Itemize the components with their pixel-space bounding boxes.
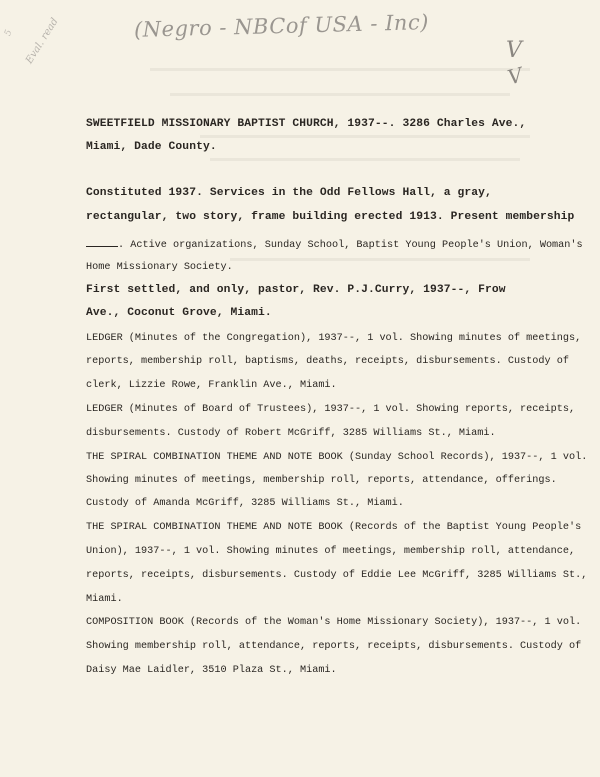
check-mark-icon: V [505,62,526,90]
paragraph-line: First settled, and only, pastor, Rev. P.J.Curry, 1937--, Frow [86,284,506,296]
bleed-through-line [230,258,530,261]
record-entry-line: THE SPIRAL COMBINATION THEME AND NOTE BOOK (Records of the Baptist Young People's [86,522,582,533]
record-entry-line: THE SPIRAL COMBINATION THEME AND NOTE BOOK (Sunday School Records), 1937--, 1 vol. [86,452,588,463]
paragraph-line: Home Missionary Society. [86,262,233,273]
check-mark-icon: V [506,38,522,63]
record-entry-line: Showing membership roll, attendance, reports, receipts, disbursements. Custody of [86,641,582,652]
heading-line-2: Miami, Dade County. [86,141,217,153]
bleed-through-line [170,93,510,96]
record-entry-line: reports, receipts, disbursements. Custody of Eddie Lee McGriff, 3285 Williams St., [86,570,588,581]
record-entry-line: Custody of Amanda McGriff, 3285 Williams St., Miami. [86,498,404,509]
bleed-through-line [200,135,530,138]
record-entry-line: reports, membership roll, baptisms, deaths, receipts, disbursements. Custody of [86,356,569,367]
record-entry-line: Showing minutes of meetings, membership roll, reports, attendance, offerings. [86,475,557,486]
handwritten-margin-note: Eval. read [24,16,61,66]
heading-line-1: SWEETFIELD MISSIONARY BAPTIST CHURCH, 1937--. 3286 Charles Ave., [86,118,527,130]
paragraph-line: Constituted 1937. Services in the Odd Fellows Hall, a gray, [86,187,492,199]
record-entry-line: Daisy Mae Laidler, 3510 Plaza St., Miami. [86,665,337,676]
record-entry-line: COMPOSITION BOOK (Records of the Woman's Home Missionary Society), 1937--, 1 vol. [86,617,582,628]
paragraph-line: rectangular, two story, frame building erected 1913. Present membership [86,211,575,223]
record-entry-line: clerk, Lizzie Rowe, Franklin Ave., Miami. [86,380,337,391]
handwritten-classification-note: (Negro - NBCof USA - Inc) [133,10,430,42]
handwritten-corner-mark: 5 [3,28,15,38]
paragraph-line: Ave., Coconut Grove, Miami. [86,307,272,319]
bleed-through-line [150,68,530,71]
bleed-through-line [210,158,520,161]
paragraph-line: . Active organizations, Sunday School, Baptist Young People's Union, Woman's [86,238,583,251]
record-entry-line: Miami. [86,594,123,605]
record-entry-line: Union), 1937--, 1 vol. Showing minutes of meetings, membership roll, attendance, [86,546,576,557]
record-entry-line: disbursements. Custody of Robert McGriff, 3285 Williams St., Miami. [86,428,496,439]
record-entry-line: LEDGER (Minutes of Board of Trustees), 1937--, 1 vol. Showing reports, receipts, [86,404,576,415]
record-entry-line: LEDGER (Minutes of the Congregation), 1937--, 1 vol. Showing minutes of meetings, [86,333,582,344]
membership-blank [86,238,118,247]
